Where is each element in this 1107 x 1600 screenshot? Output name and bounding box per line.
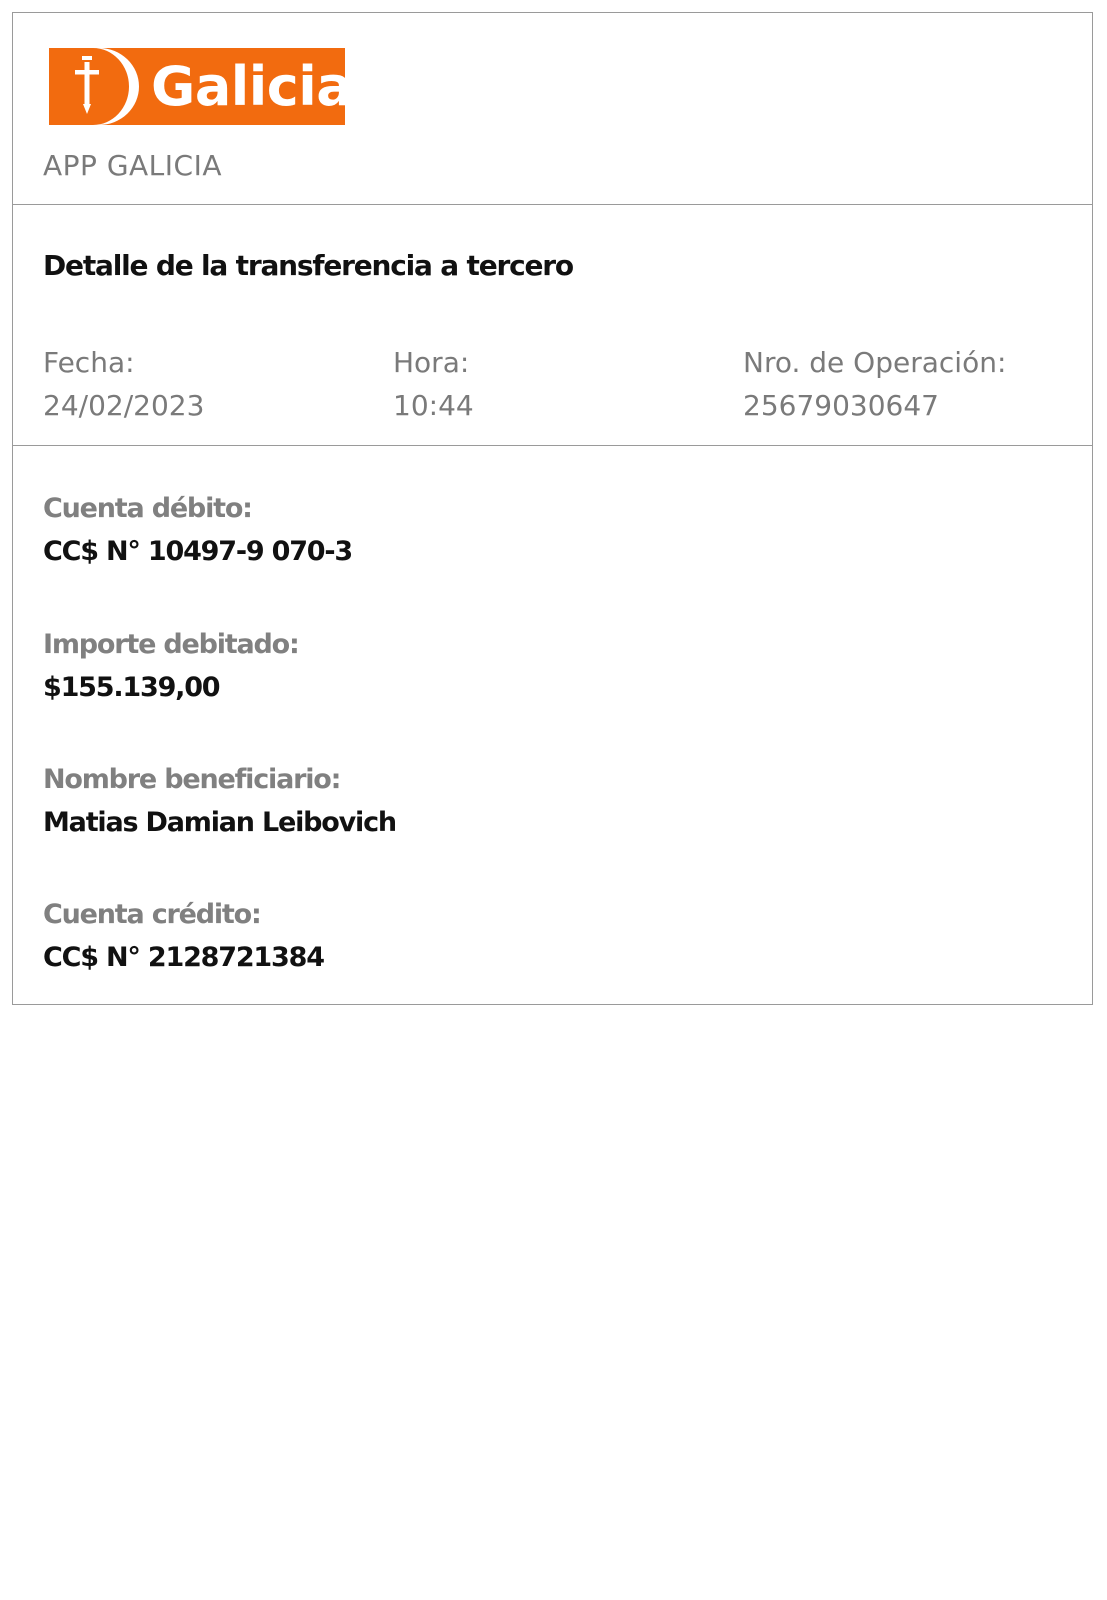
- credit-account-value: CC$ N° 2128721384: [43, 942, 324, 973]
- date-value: 24/02/2023: [43, 389, 205, 422]
- receipt-header: [13, 13, 1092, 205]
- operation-block: [743, 341, 1006, 427]
- operation-value: 25679030647: [743, 389, 939, 422]
- section-title: Detalle de la transferencia a tercero: [43, 249, 573, 282]
- beneficiary-label: Nombre beneficiario:: [43, 764, 341, 795]
- debit-account-label: Cuenta débito:: [43, 493, 252, 524]
- debit-account-field: [43, 487, 352, 573]
- transfer-info: [13, 205, 1092, 446]
- time-block: [393, 341, 474, 427]
- transfer-receipt: [12, 12, 1093, 1005]
- debit-account-value: CC$ N° 10497-9 070-3: [43, 536, 352, 567]
- date-block: [43, 341, 204, 427]
- credit-account-field: [43, 893, 324, 979]
- app-name: APP GALICIA: [43, 149, 222, 182]
- time-label: Hora:: [393, 346, 470, 379]
- amount-value: $155.139,00: [43, 672, 220, 703]
- date-label: Fecha:: [43, 346, 135, 379]
- amount-label: Importe debitado:: [43, 629, 299, 660]
- time-value: 10:44: [393, 389, 474, 422]
- logo-text: Galicia: [151, 55, 353, 118]
- amount-field: [43, 623, 299, 709]
- galicia-emblem-icon: [49, 48, 149, 125]
- beneficiary-field: [43, 758, 396, 844]
- galicia-logo: [49, 48, 353, 125]
- operation-label: Nro. de Operación:: [743, 346, 1007, 379]
- beneficiary-value: Matias Damian Leibovich: [43, 807, 396, 838]
- credit-account-label: Cuenta crédito:: [43, 899, 261, 930]
